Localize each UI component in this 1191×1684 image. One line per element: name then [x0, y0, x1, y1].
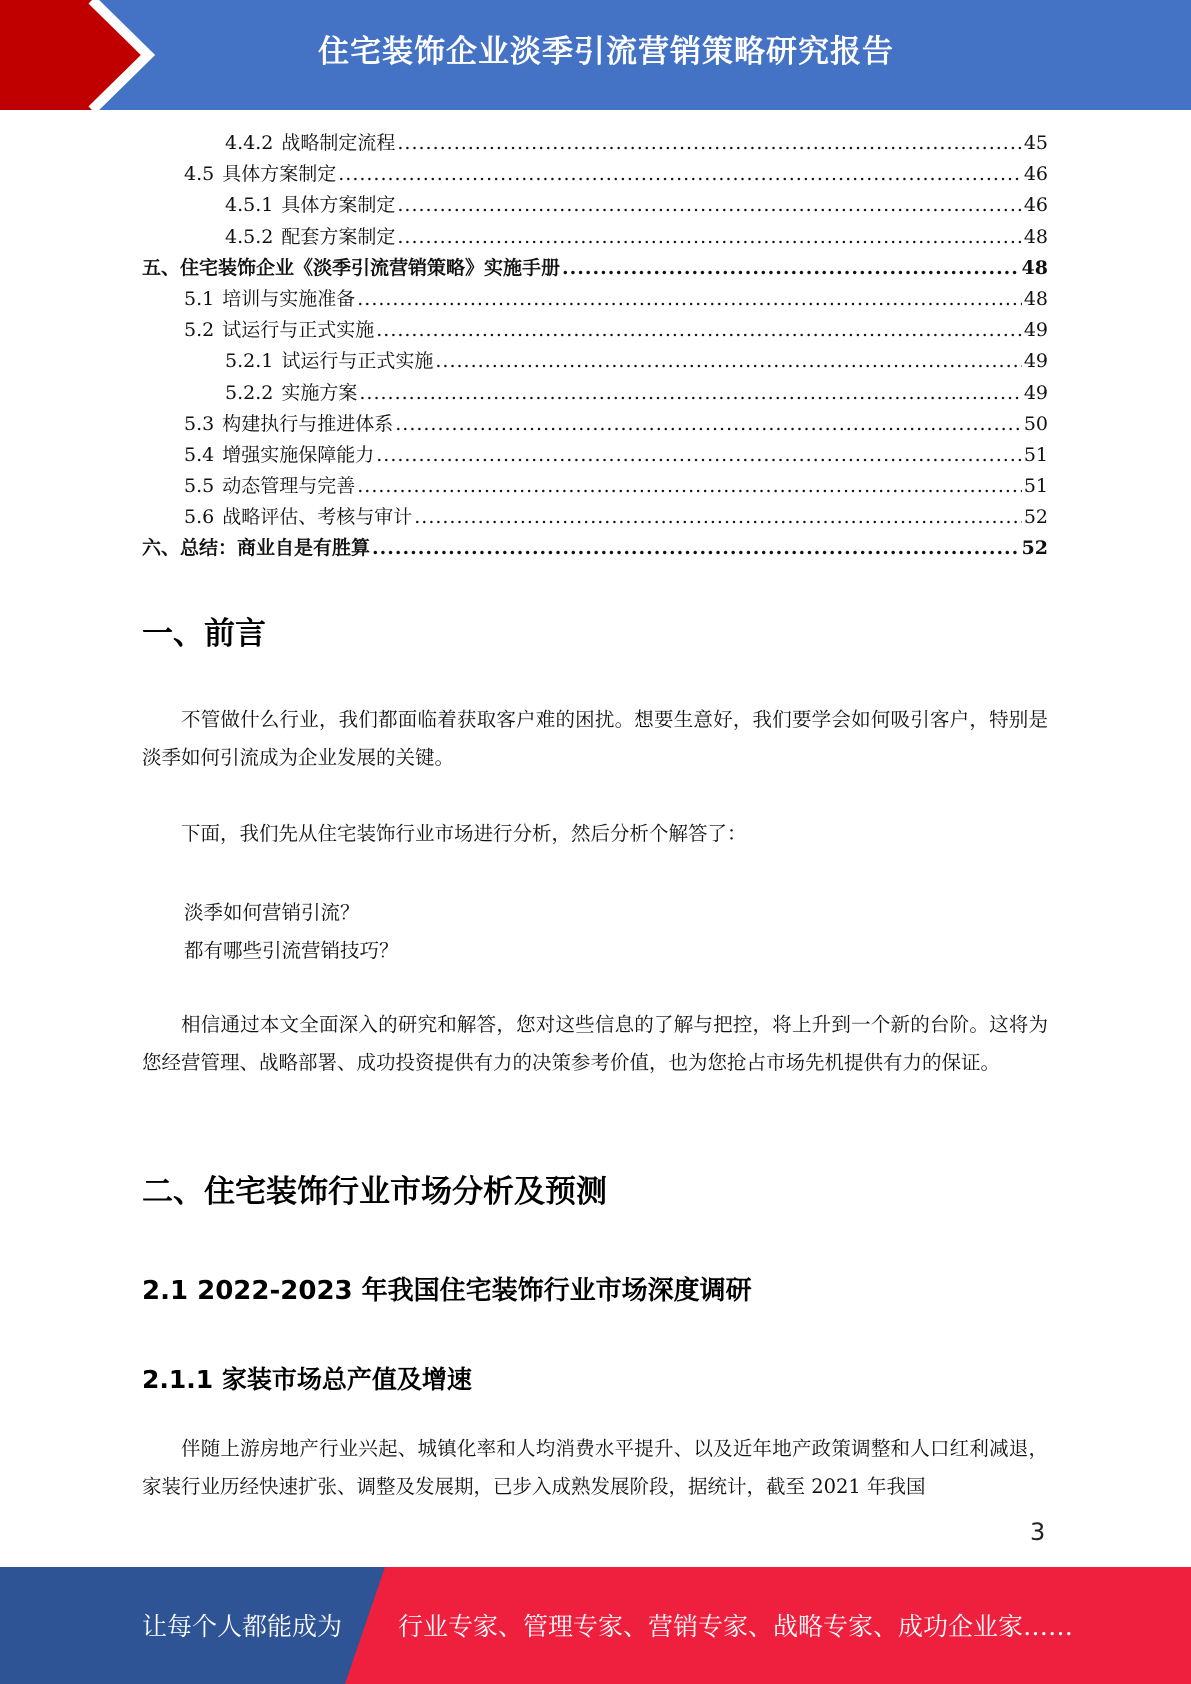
toc-entry-page: 46 — [1023, 163, 1048, 186]
toc-entry-number: 4.4.2 — [225, 132, 274, 154]
toc-entry-page: 51 — [1023, 475, 1048, 498]
toc-leader-dots — [397, 190, 1021, 221]
toc-entry-label: 实施方案 — [281, 381, 358, 404]
page-footer — [0, 1567, 1191, 1684]
toc-entry-number: 4.5 — [184, 163, 215, 186]
toc-leader-dots — [357, 471, 1022, 502]
toc-entry-page: 49 — [1023, 319, 1048, 342]
toc-leader-dots — [372, 533, 1020, 564]
page-number: 3 — [1030, 1518, 1046, 1546]
toc-leader-dots — [376, 315, 1022, 346]
toc-entry-page: 52 — [1021, 537, 1048, 560]
toc-entry-number: 5.2.1 — [225, 350, 274, 373]
toc-entry-page: 49 — [1023, 350, 1048, 373]
toc-entry[interactable] — [142, 190, 1048, 221]
table-of-contents — [142, 128, 1048, 565]
subsection-heading: 2.1 2022-2023 年我国住宅装饰行业市场深度调研 — [142, 1276, 752, 1306]
toc-entry-label: 构建执行与推进体系 — [222, 412, 394, 435]
section-heading-market-analysis: 二、住宅装饰行业市场分析及预测 — [142, 1174, 607, 1210]
toc-entry-number: 5.2 — [184, 319, 215, 342]
paragraph: 相信通过本文全面深入的研究和解答，您对这些信息的了解与把控，将上升到一个新的台阶。这将为您经营管理、战略部署、成功投资提供有力的决策参考价值，也为您抢占市场先机提供有力的保证。 — [142, 1013, 1048, 1074]
toc-entry-page: 49 — [1023, 381, 1048, 404]
toc-entry[interactable] — [142, 253, 1048, 284]
toc-entry-label: 具体方案制定 — [222, 163, 337, 186]
toc-leader-dots — [435, 346, 1021, 377]
toc-entry-number: 5.5 — [184, 475, 215, 498]
footer-slogan-left: 让每个人都能成为 — [142, 1612, 343, 1641]
toc-entry-number: 4.5.1 — [225, 194, 274, 217]
toc-entry[interactable] — [142, 471, 1048, 502]
document-title: 住宅装饰企业淡季引流营销策略研究报告 — [318, 34, 894, 70]
section-heading-preface: 一、前言 — [142, 616, 266, 652]
toc-leader-dots — [357, 284, 1022, 315]
subsubsection-heading: 2.1.1 家装市场总产值及增速 — [142, 1365, 472, 1394]
toc-entry-page: 51 — [1023, 443, 1048, 466]
toc-entry[interactable] — [142, 378, 1048, 409]
toc-leader-dots — [562, 253, 1020, 284]
toc-entry[interactable] — [142, 346, 1048, 377]
toc-entry-label: 配套方案制定 — [281, 225, 396, 248]
page-header — [0, 0, 1191, 110]
toc-entry-label: 试运行与正式实施 — [281, 350, 434, 373]
toc-entry-page: 52 — [1023, 506, 1048, 529]
toc-entry-label: 总结：商业自是有胜算 — [180, 537, 371, 560]
toc-entry-number: 4.5.2 — [225, 225, 274, 248]
paragraph: 不管做什么行业，我们都面临着获取客户难的困扰。想要生意好，我们要学会如何吸引客户，特别是淡季如何引流成为企业发展的关键。 — [142, 708, 1048, 769]
toc-entry-page: 48 — [1023, 287, 1048, 310]
toc-entry-number: 5.4 — [184, 443, 215, 466]
toc-entry-page: 50 — [1023, 412, 1048, 435]
toc-entry[interactable] — [142, 409, 1048, 440]
question-line: 淡季如何营销引流？ — [184, 901, 360, 924]
toc-entry-label: 住宅装饰企业《淡季引流营销策略》实施手册 — [180, 256, 561, 279]
paragraph: 下面，我们先从住宅装饰行业市场进行分析，然后分析个解答了： — [181, 822, 747, 845]
toc-entry-number: 5.1 — [184, 287, 215, 310]
toc-entry-number: 五、 — [142, 256, 181, 279]
toc-entry-page: 45 — [1023, 132, 1048, 154]
toc-entry-label: 试运行与正式实施 — [222, 319, 375, 342]
toc-leader-dots — [414, 502, 1022, 533]
toc-entry[interactable] — [142, 315, 1048, 346]
toc-entry[interactable] — [142, 222, 1048, 253]
toc-entry-number: 5.6 — [184, 506, 215, 529]
toc-entry[interactable] — [142, 159, 1048, 190]
toc-leader-dots — [397, 222, 1021, 253]
toc-entry-page: 48 — [1021, 256, 1048, 279]
toc-entry-label: 战略评估、考核与审计 — [222, 506, 413, 529]
footer-slogan-right: 行业专家、管理专家、营销专家、战略专家、成功企业家…… — [398, 1612, 1074, 1641]
toc-entry[interactable] — [142, 440, 1048, 471]
toc-entry-number: 5.3 — [184, 412, 215, 435]
toc-entry-label: 增强实施保障能力 — [222, 443, 375, 466]
toc-entry[interactable] — [142, 502, 1048, 533]
toc-entry[interactable] — [142, 128, 1048, 159]
toc-entry-number: 5.2.2 — [225, 381, 274, 404]
toc-leader-dots — [397, 128, 1021, 159]
toc-entry[interactable] — [142, 533, 1048, 564]
toc-entry-label: 具体方案制定 — [281, 194, 396, 217]
toc-leader-dots — [359, 378, 1021, 409]
toc-entry-label: 动态管理与完善 — [222, 475, 356, 498]
toc-entry-label: 战略制定流程 — [281, 132, 396, 154]
toc-leader-dots — [376, 440, 1022, 471]
toc-leader-dots — [395, 409, 1022, 440]
question-line: 都有哪些引流营销技巧？ — [184, 939, 399, 962]
paragraph: 伴随上游房地产行业兴起、城镇化率和人均消费水平提升、以及近年地产政策调整和人口红利减退，家装行业历经快速扩张、调整及发展期，已步入成熟发展阶段，据统计，截至 2021 年我国 — [142, 1437, 1048, 1498]
toc-leader-dots — [338, 159, 1022, 190]
toc-entry-page: 46 — [1023, 194, 1048, 217]
toc-entry-number: 六、 — [142, 537, 181, 560]
toc-entry-page: 48 — [1023, 225, 1048, 248]
toc-entry-label: 培训与实施准备 — [222, 287, 356, 310]
toc-entry[interactable] — [142, 284, 1048, 315]
